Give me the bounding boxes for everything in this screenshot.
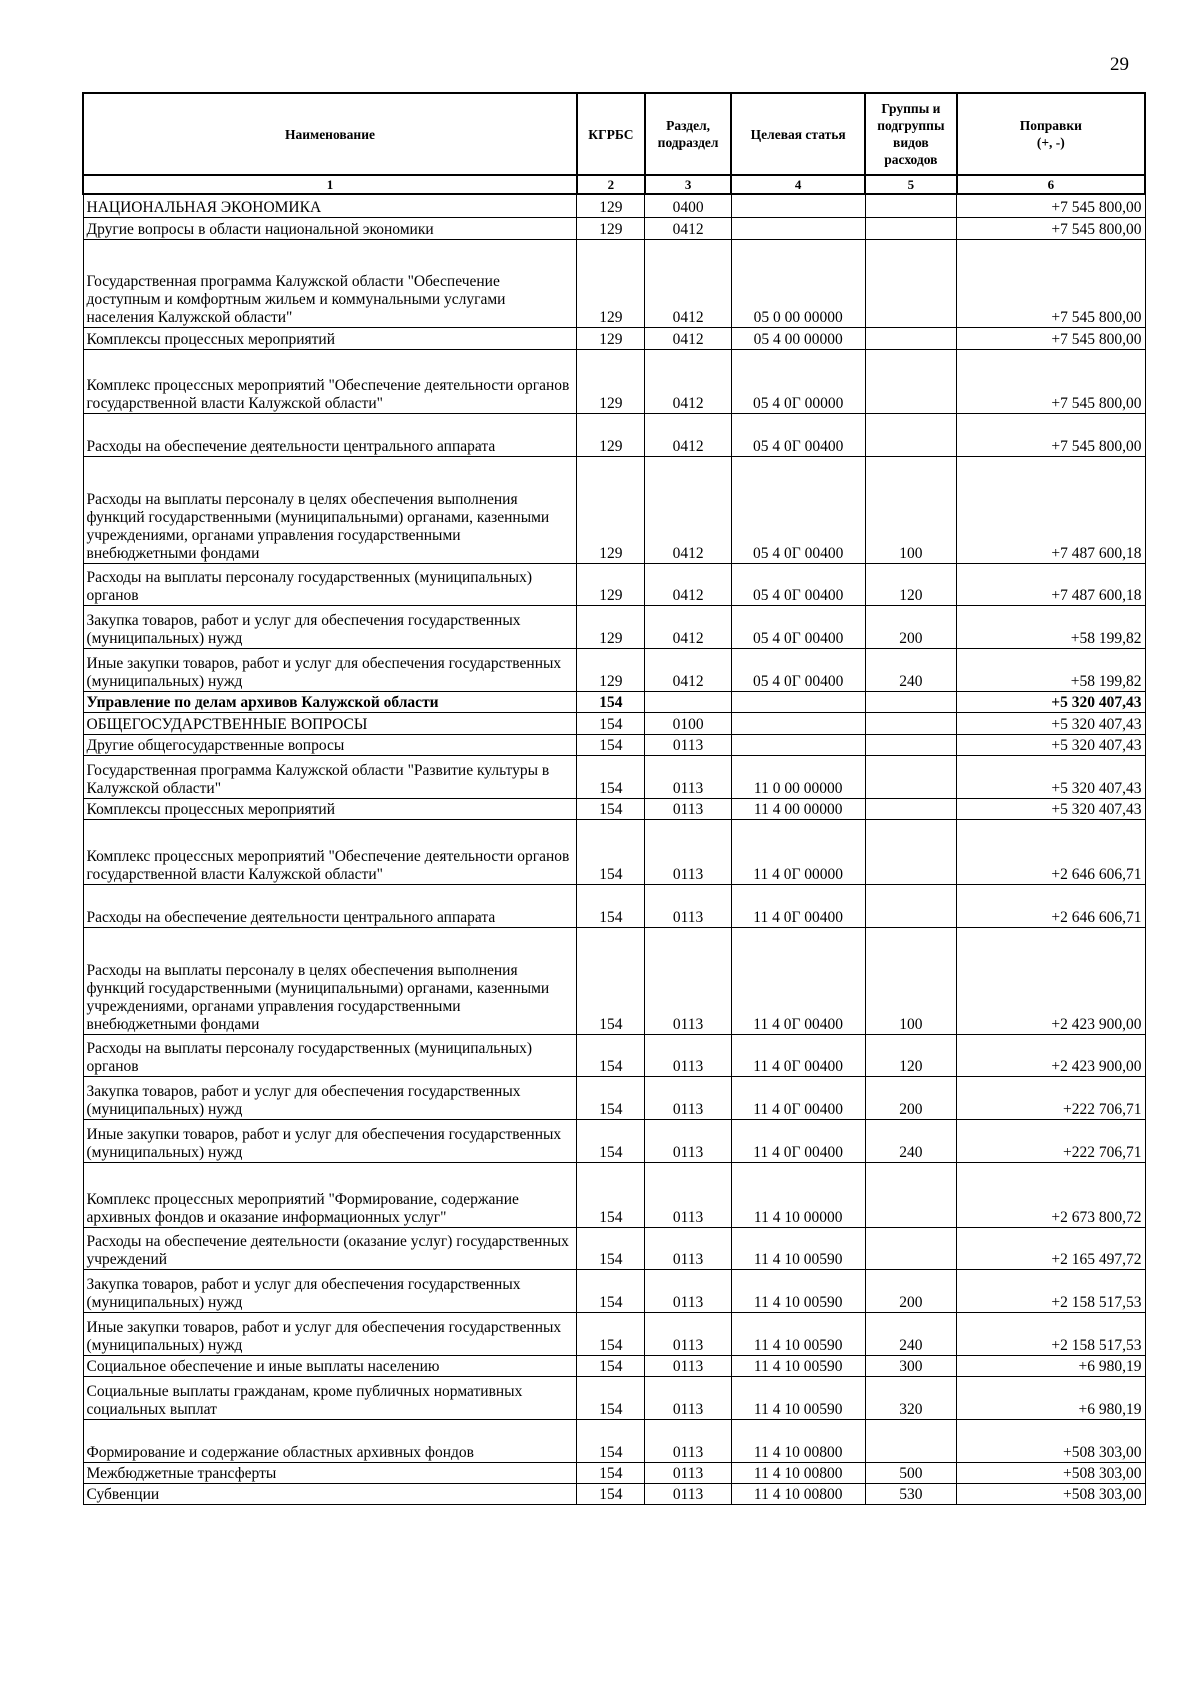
row-kgrbs-cell: 154 [577, 712, 645, 734]
row-razdel-cell: 0113 [645, 1355, 731, 1376]
row-vid-cell [865, 217, 957, 239]
row-kgrbs-cell: 154 [577, 691, 645, 712]
row-statya-cell: 11 4 10 00590 [731, 1312, 865, 1355]
row-name-cell: Расходы на обеспечение деятельности центрального аппарата [83, 884, 577, 927]
row-kgrbs-cell: 154 [577, 884, 645, 927]
row-kgrbs-cell: 129 [577, 239, 645, 327]
row-amount-cell: +7 545 800,00 [957, 194, 1145, 217]
column-number: 6 [957, 175, 1145, 194]
row-kgrbs-cell: 129 [577, 217, 645, 239]
table-row [83, 239, 1145, 327]
table-row [83, 194, 1145, 217]
row-razdel-cell: 0113 [645, 1227, 731, 1269]
row-amount-cell: +7 545 800,00 [957, 349, 1145, 413]
row-kgrbs-cell: 154 [577, 1355, 645, 1376]
row-vid-cell [865, 712, 957, 734]
table-row [83, 1312, 1145, 1355]
row-statya-cell: 05 4 0Г 00400 [731, 605, 865, 648]
row-razdel-cell: 0113 [645, 734, 731, 755]
row-statya-cell: 05 4 0Г 00000 [731, 349, 865, 413]
row-razdel-cell: 0412 [645, 605, 731, 648]
column-number: 5 [865, 175, 957, 194]
row-vid-cell [865, 413, 957, 456]
row-razdel-cell: 0113 [645, 755, 731, 798]
row-amount-cell: +6 980,19 [957, 1376, 1145, 1419]
row-vid-cell: 100 [865, 456, 957, 563]
row-amount-cell: +2 165 497,72 [957, 1227, 1145, 1269]
row-amount-cell: +2 646 606,71 [957, 819, 1145, 884]
row-kgrbs-cell: 154 [577, 1376, 645, 1419]
table-row [83, 1355, 1145, 1376]
row-razdel-cell: 0113 [645, 1483, 731, 1504]
row-vid-cell: 240 [865, 648, 957, 691]
row-vid-cell [865, 691, 957, 712]
row-statya-cell: 11 4 0Г 00400 [731, 1034, 865, 1076]
row-kgrbs-cell: 154 [577, 1162, 645, 1227]
row-vid-cell: 200 [865, 1269, 957, 1312]
row-statya-cell: 11 4 0Г 00000 [731, 819, 865, 884]
row-name-cell: Закупка товаров, работ и услуг для обеспечения государственных (муниципальных) нужд [83, 1076, 577, 1119]
row-name-cell: Расходы на обеспечение деятельности центрального аппарата [83, 413, 577, 456]
row-amount-cell: +5 320 407,43 [957, 712, 1145, 734]
header-amendments-title: Поправки [1019, 118, 1082, 133]
row-name-cell: Комплекс процессных мероприятий "Обеспечение деятельности органов государственной власти Калужской области" [83, 349, 577, 413]
table-row [83, 648, 1145, 691]
table-row [83, 1076, 1145, 1119]
table-header-row [83, 93, 1145, 175]
row-kgrbs-cell: 154 [577, 1269, 645, 1312]
page-number: 29 [1110, 54, 1129, 75]
row-name-cell: Другие общегосударственные вопросы [83, 734, 577, 755]
row-razdel-cell: 0400 [645, 194, 731, 217]
row-name-cell: Другие вопросы в области национальной экономики [83, 217, 577, 239]
row-amount-cell: +7 487 600,18 [957, 456, 1145, 563]
row-vid-cell: 120 [865, 1034, 957, 1076]
table-row [83, 712, 1145, 734]
row-statya-cell: 11 4 10 00800 [731, 1419, 865, 1462]
row-name-cell: Межбюджетные трансферты [83, 1462, 577, 1483]
column-number: 4 [731, 175, 865, 194]
row-name-cell: Субвенции [83, 1483, 577, 1504]
row-kgrbs-cell: 154 [577, 1312, 645, 1355]
row-razdel-cell: 0113 [645, 927, 731, 1034]
row-vid-cell [865, 1162, 957, 1227]
header-amendments-sign: (+, -) [1036, 135, 1065, 150]
row-kgrbs-cell: 154 [577, 1119, 645, 1162]
table-row [83, 563, 1145, 605]
row-razdel-cell: 0412 [645, 648, 731, 691]
row-razdel-cell [645, 691, 731, 712]
row-vid-cell [865, 1227, 957, 1269]
row-amount-cell: +5 320 407,43 [957, 691, 1145, 712]
row-vid-cell: 500 [865, 1462, 957, 1483]
row-statya-cell: 05 4 0Г 00400 [731, 413, 865, 456]
table-row [83, 819, 1145, 884]
row-razdel-cell: 0113 [645, 1162, 731, 1227]
header-amendments [957, 93, 1145, 175]
row-statya-cell: 11 4 0Г 00400 [731, 927, 865, 1034]
row-kgrbs-cell: 129 [577, 327, 645, 349]
table-row [83, 1483, 1145, 1504]
row-name-cell: Закупка товаров, работ и услуг для обеспечения государственных (муниципальных) нужд [83, 1269, 577, 1312]
row-name-cell: Формирование и содержание областных архивных фондов [83, 1419, 577, 1462]
row-razdel-cell: 0113 [645, 1376, 731, 1419]
row-kgrbs-cell: 129 [577, 605, 645, 648]
row-kgrbs-cell: 129 [577, 194, 645, 217]
row-amount-cell: +58 199,82 [957, 648, 1145, 691]
header-razdel: Раздел, подраздел [645, 93, 731, 175]
header-name: Наименование [83, 93, 577, 175]
row-kgrbs-cell: 154 [577, 798, 645, 819]
row-statya-cell: 05 4 0Г 00400 [731, 563, 865, 605]
row-amount-cell: +222 706,71 [957, 1119, 1145, 1162]
row-vid-cell: 200 [865, 1076, 957, 1119]
row-razdel-cell: 0113 [645, 1076, 731, 1119]
row-amount-cell: +7 545 800,00 [957, 327, 1145, 349]
row-amount-cell: +6 980,19 [957, 1355, 1145, 1376]
row-name-cell: Государственная программа Калужской области "Обеспечение доступным и комфортным жильем и коммунальными услугами населения Калужской области" [83, 239, 577, 327]
row-vid-cell: 240 [865, 1312, 957, 1355]
table-row [83, 413, 1145, 456]
row-name-cell: ОБЩЕГОСУДАРСТВЕННЫЕ ВОПРОСЫ [83, 712, 577, 734]
row-name-cell: Иные закупки товаров, работ и услуг для обеспечения государственных (муниципальных) нужд [83, 648, 577, 691]
row-amount-cell: +2 423 900,00 [957, 927, 1145, 1034]
row-kgrbs-cell: 154 [577, 1419, 645, 1462]
column-number: 1 [83, 175, 577, 194]
row-statya-cell: 11 0 00 00000 [731, 755, 865, 798]
row-vid-cell [865, 884, 957, 927]
row-name-cell: Расходы на выплаты персоналу в целях обеспечения выполнения функций государственными (муниципальными) органами, казенными учреждениями, органами управления государственными внебюджетными фондами [83, 456, 577, 563]
row-vid-cell [865, 349, 957, 413]
row-kgrbs-cell: 154 [577, 1034, 645, 1076]
header-vid: Группы и подгруппы видов расходов [865, 93, 957, 175]
row-razdel-cell: 0113 [645, 1269, 731, 1312]
row-name-cell: Государственная программа Калужской области "Развитие культуры в Калужской области" [83, 755, 577, 798]
row-name-cell: Комплекс процессных мероприятий "Формирование, содержание архивных фондов и оказание информационных услуг" [83, 1162, 577, 1227]
row-amount-cell: +508 303,00 [957, 1483, 1145, 1504]
row-vid-cell [865, 239, 957, 327]
row-razdel-cell: 0412 [645, 349, 731, 413]
row-vid-cell [865, 1419, 957, 1462]
header-statya: Целевая статья [731, 93, 865, 175]
table-row [83, 884, 1145, 927]
row-name-cell: Комплекс процессных мероприятий "Обеспечение деятельности органов государственной власти Калужской области" [83, 819, 577, 884]
row-amount-cell: +5 320 407,43 [957, 734, 1145, 755]
row-vid-cell: 530 [865, 1483, 957, 1504]
header-kgrbs: КГРБС [577, 93, 645, 175]
row-name-cell: Управление по делам архивов Калужской области [83, 691, 577, 712]
row-kgrbs-cell: 129 [577, 349, 645, 413]
row-vid-cell [865, 327, 957, 349]
row-razdel-cell: 0412 [645, 217, 731, 239]
row-statya-cell [731, 712, 865, 734]
table-row [83, 691, 1145, 712]
row-name-cell: Расходы на выплаты персоналу государственных (муниципальных) органов [83, 1034, 577, 1076]
row-statya-cell: 11 4 0Г 00400 [731, 1076, 865, 1119]
budget-amendments-table [82, 92, 1146, 1505]
row-statya-cell: 05 4 00 00000 [731, 327, 865, 349]
row-name-cell: Иные закупки товаров, работ и услуг для обеспечения государственных (муниципальных) нужд [83, 1119, 577, 1162]
table-row [83, 755, 1145, 798]
row-kgrbs-cell: 129 [577, 413, 645, 456]
row-vid-cell: 120 [865, 563, 957, 605]
row-razdel-cell: 0113 [645, 819, 731, 884]
row-statya-cell: 11 4 0Г 00400 [731, 1119, 865, 1162]
row-name-cell: Социальные выплаты гражданам, кроме публичных нормативных социальных выплат [83, 1376, 577, 1419]
row-vid-cell: 200 [865, 605, 957, 648]
row-name-cell: Комплексы процессных мероприятий [83, 327, 577, 349]
row-kgrbs-cell: 154 [577, 927, 645, 1034]
row-razdel-cell: 0412 [645, 327, 731, 349]
table-row [83, 217, 1145, 239]
row-kgrbs-cell: 154 [577, 1076, 645, 1119]
column-number: 2 [577, 175, 645, 194]
row-statya-cell: 11 4 10 00590 [731, 1227, 865, 1269]
row-razdel-cell: 0113 [645, 798, 731, 819]
table-row [83, 1376, 1145, 1419]
row-vid-cell [865, 798, 957, 819]
row-statya-cell: 11 4 10 00590 [731, 1376, 865, 1419]
table-row [83, 327, 1145, 349]
row-statya-cell: 11 4 00 00000 [731, 798, 865, 819]
column-number: 3 [645, 175, 731, 194]
row-amount-cell: +7 545 800,00 [957, 413, 1145, 456]
row-amount-cell: +2 646 606,71 [957, 884, 1145, 927]
table-row [83, 1162, 1145, 1227]
row-kgrbs-cell: 154 [577, 1462, 645, 1483]
table-row [83, 734, 1145, 755]
row-razdel-cell: 0100 [645, 712, 731, 734]
row-statya-cell: 05 4 0Г 00400 [731, 456, 865, 563]
row-statya-cell [731, 217, 865, 239]
row-statya-cell [731, 194, 865, 217]
row-razdel-cell: 0412 [645, 563, 731, 605]
row-statya-cell: 11 4 0Г 00400 [731, 884, 865, 927]
row-razdel-cell: 0113 [645, 1119, 731, 1162]
row-razdel-cell: 0113 [645, 1034, 731, 1076]
table-row [83, 1269, 1145, 1312]
row-amount-cell: +58 199,82 [957, 605, 1145, 648]
row-statya-cell: 11 4 10 00800 [731, 1462, 865, 1483]
row-amount-cell: +2 158 517,53 [957, 1312, 1145, 1355]
row-vid-cell: 300 [865, 1355, 957, 1376]
row-statya-cell: 05 4 0Г 00400 [731, 648, 865, 691]
row-statya-cell: 05 0 00 00000 [731, 239, 865, 327]
table-row [83, 1119, 1145, 1162]
row-name-cell: Расходы на выплаты персоналу государственных (муниципальных) органов [83, 563, 577, 605]
table-row [83, 605, 1145, 648]
row-amount-cell: +2 673 800,72 [957, 1162, 1145, 1227]
row-amount-cell: +2 423 900,00 [957, 1034, 1145, 1076]
row-vid-cell [865, 194, 957, 217]
table-row [83, 1419, 1145, 1462]
row-statya-cell [731, 734, 865, 755]
row-amount-cell: +5 320 407,43 [957, 755, 1145, 798]
table-row [83, 1227, 1145, 1269]
row-kgrbs-cell: 129 [577, 563, 645, 605]
row-amount-cell: +7 545 800,00 [957, 217, 1145, 239]
row-kgrbs-cell: 154 [577, 734, 645, 755]
row-statya-cell: 11 4 10 00590 [731, 1355, 865, 1376]
row-razdel-cell: 0412 [645, 239, 731, 327]
row-amount-cell: +7 545 800,00 [957, 239, 1145, 327]
row-name-cell: Закупка товаров, работ и услуг для обеспечения государственных (муниципальных) нужд [83, 605, 577, 648]
row-name-cell: Расходы на выплаты персоналу в целях обеспечения выполнения функций государственными (муниципальными) органами, казенными учреждениями, органами управления государственными внебюджетными фондами [83, 927, 577, 1034]
row-name-cell: Социальное обеспечение и иные выплаты населению [83, 1355, 577, 1376]
row-razdel-cell: 0412 [645, 413, 731, 456]
table-row [83, 349, 1145, 413]
row-name-cell: Комплексы процессных мероприятий [83, 798, 577, 819]
row-statya-cell [731, 691, 865, 712]
row-vid-cell: 240 [865, 1119, 957, 1162]
row-razdel-cell: 0113 [645, 1462, 731, 1483]
table-row [83, 1034, 1145, 1076]
table-row [83, 927, 1145, 1034]
column-number-row [83, 175, 1145, 194]
table-row [83, 798, 1145, 819]
row-name-cell: Иные закупки товаров, работ и услуг для обеспечения государственных (муниципальных) нужд [83, 1312, 577, 1355]
row-amount-cell: +222 706,71 [957, 1076, 1145, 1119]
row-amount-cell: +5 320 407,43 [957, 798, 1145, 819]
row-razdel-cell: 0113 [645, 1419, 731, 1462]
row-amount-cell: +7 487 600,18 [957, 563, 1145, 605]
row-vid-cell [865, 819, 957, 884]
row-name-cell: Расходы на обеспечение деятельности (оказание услуг) государственных учреждений [83, 1227, 577, 1269]
row-razdel-cell: 0412 [645, 456, 731, 563]
row-statya-cell: 11 4 10 00800 [731, 1483, 865, 1504]
row-vid-cell [865, 755, 957, 798]
row-amount-cell: +508 303,00 [957, 1419, 1145, 1462]
row-razdel-cell: 0113 [645, 1312, 731, 1355]
row-kgrbs-cell: 154 [577, 1483, 645, 1504]
row-amount-cell: +508 303,00 [957, 1462, 1145, 1483]
row-vid-cell [865, 734, 957, 755]
row-kgrbs-cell: 154 [577, 755, 645, 798]
row-kgrbs-cell: 129 [577, 456, 645, 563]
row-statya-cell: 11 4 10 00000 [731, 1162, 865, 1227]
row-statya-cell: 11 4 10 00590 [731, 1269, 865, 1312]
row-vid-cell: 100 [865, 927, 957, 1034]
row-amount-cell: +2 158 517,53 [957, 1269, 1145, 1312]
row-kgrbs-cell: 154 [577, 819, 645, 884]
row-razdel-cell: 0113 [645, 884, 731, 927]
table-row [83, 456, 1145, 563]
row-kgrbs-cell: 129 [577, 648, 645, 691]
table-row [83, 1462, 1145, 1483]
row-kgrbs-cell: 154 [577, 1227, 645, 1269]
row-vid-cell: 320 [865, 1376, 957, 1419]
row-name-cell: НАЦИОНАЛЬНАЯ ЭКОНОМИКА [83, 194, 577, 217]
